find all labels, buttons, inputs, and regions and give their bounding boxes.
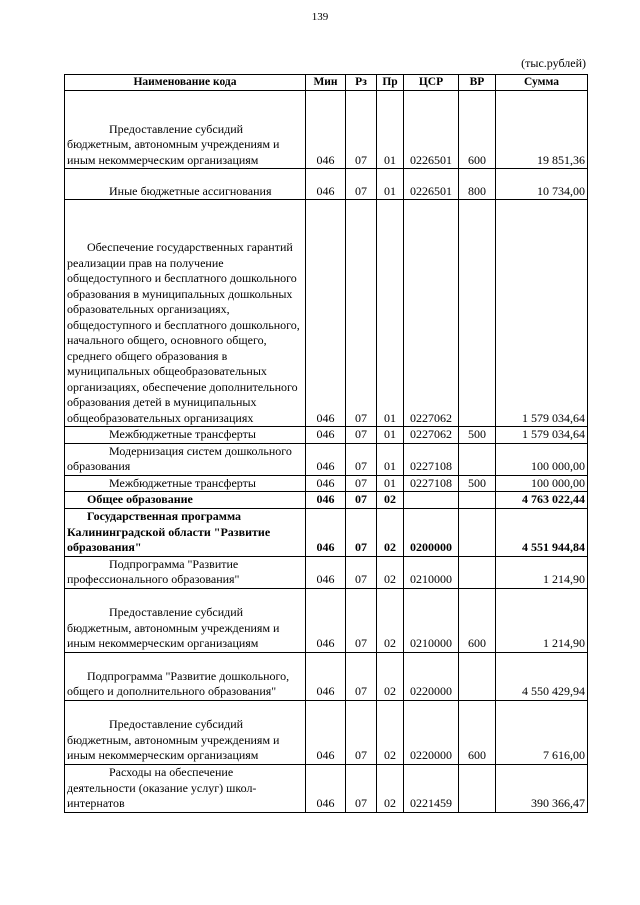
row-target-article-cell: 0210000 [404,588,459,652]
table-row [65,427,588,444]
row-name-cell [65,91,306,169]
row-target-article-cell: 0227108 [404,475,459,492]
row-ministry-cell: 046 [306,475,346,492]
units-note: (тыс.рублей) [521,56,586,70]
table-row [65,475,588,492]
row-amount-cell: 4 763 022,44 [496,492,588,509]
row-ministry-cell: 046 [306,508,346,556]
row-name-cell [65,443,306,475]
row-section-cell: 07 [346,91,377,169]
row-target-article-cell [404,492,459,509]
row-name-first-line: Расходы на обеспечение [109,765,234,779]
row-ministry-cell: 046 [306,169,346,200]
row-subsection-cell: 02 [377,764,404,812]
row-section-cell: 07 [346,475,377,492]
row-ministry-cell: 046 [306,700,346,764]
row-subsection-cell: 02 [377,652,404,700]
row-name-rest: Калининградской области "Развитие образования" [67,524,271,554]
row-name-rest: гарантий реализации прав на получение общедоступного и бесплатного дошкольного образования в муниципальных дошкольных образовательных организациях, общедоступного и бесплатного дошкольного, начального общего, основного общего, среднего общего образования в муниципальных общеобразовательных организациях, обеспечение дополнительного образования детей в муниципальных общеобразовательных организациях [67,240,300,425]
table-row [65,443,588,475]
row-amount-cell: 1 214,90 [496,588,588,652]
row-ministry-cell: 046 [306,588,346,652]
row-subsection-cell: 02 [377,508,404,556]
row-name-rest: дошкольного, общего и дополнительного образования" [67,668,290,698]
table-row [65,764,588,812]
row-expense-type-cell [459,508,496,556]
row-ministry-cell: 046 [306,443,346,475]
row-target-article-cell: 0226501 [404,169,459,200]
row-name-cell [65,427,306,444]
row-name-cell [65,588,306,652]
row-expense-type-cell: 500 [459,475,496,492]
row-name-first-line: Межбюджетные трансферты [109,475,256,490]
row-amount-cell: 100 000,00 [496,443,588,475]
row-amount-cell: 100 000,00 [496,475,588,492]
header-name: Наименование кода [65,75,306,91]
row-expense-type-cell: 600 [459,91,496,169]
row-name-first-line: Иные бюджетные ассигнования [109,183,272,198]
table-row [65,556,588,588]
row-section-cell: 07 [346,764,377,812]
row-name-cell [65,652,306,700]
row-target-article-cell: 0226501 [404,91,459,169]
row-name-rest: бюджетным, автономным учреждениям и иным некоммерческим организациям [67,732,280,762]
row-name-cell [65,700,306,764]
row-name-first-line: Межбюджетные трансферты [109,427,256,441]
row-name-cell [65,475,306,492]
row-amount-cell: 19 851,36 [496,91,588,169]
row-section-cell: 07 [346,443,377,475]
row-section-cell: 07 [346,508,377,556]
row-target-article-cell: 0227062 [404,427,459,444]
row-subsection-cell: 01 [377,427,404,444]
row-amount-cell: 4 551 944,84 [496,508,588,556]
row-target-article-cell: 0227108 [404,443,459,475]
row-name-first-line: Подпрограмма "Развитие [109,556,239,571]
row-name-first-line: Обеспечение государственных [87,240,244,254]
row-section-cell: 07 [346,652,377,700]
table-row [65,588,588,652]
row-target-article-cell: 0221459 [404,764,459,812]
row-section-cell: 07 [346,427,377,444]
row-ministry-cell: 046 [306,652,346,700]
row-name-first-line: Предоставление субсидий [109,121,244,136]
row-target-article-cell: 0200000 [404,508,459,556]
table-row [65,700,588,764]
row-amount-cell: 1 579 034,64 [496,427,588,444]
row-expense-type-cell [459,492,496,509]
row-name-cell [65,556,306,588]
row-section-cell: 07 [346,588,377,652]
row-section-cell: 07 [346,492,377,509]
row-expense-type-cell [459,443,496,475]
table-row [65,492,588,509]
header-pr: Пр [377,75,404,91]
row-target-article-cell: 0227062 [404,200,459,427]
row-ministry-cell: 046 [306,91,346,169]
row-name-cell [65,508,306,556]
budget-table [64,74,588,813]
row-subsection-cell: 02 [377,700,404,764]
table-row [65,91,588,169]
row-expense-type-cell [459,556,496,588]
row-name-rest: дошкольного образования [67,443,292,473]
row-name-first-line: Предоставление субсидий [109,605,244,619]
row-subsection-cell: 02 [377,492,404,509]
table-row [65,652,588,700]
row-name-cell [65,200,306,427]
row-name-first-line: Подпрограмма "Развитие [87,668,217,683]
row-ministry-cell: 046 [306,764,346,812]
row-name-rest: бюджетным, автономным учреждениям и иным некоммерческим организациям [67,620,280,650]
table-header-row [65,75,588,91]
row-ministry-cell: 046 [306,556,346,588]
row-expense-type-cell [459,652,496,700]
row-expense-type-cell [459,200,496,427]
row-name-first-line: Государственная программа [87,509,242,523]
header-sum: Сумма [496,75,588,91]
page-number: 139 [311,11,329,23]
header-csr: ЦСР [404,75,459,91]
row-target-article-cell: 0220000 [404,652,459,700]
row-name-first-line: Общее образование [87,492,193,506]
row-section-cell: 07 [346,700,377,764]
row-amount-cell: 4 550 429,94 [496,652,588,700]
row-expense-type-cell: 800 [459,169,496,200]
row-subsection-cell: 02 [377,588,404,652]
row-amount-cell: 1 214,90 [496,556,588,588]
row-amount-cell: 390 366,47 [496,764,588,812]
header-min: Мин [306,75,346,91]
row-name-first-line: Предоставление субсидий [109,717,244,731]
row-expense-type-cell: 600 [459,588,496,652]
table-row [65,508,588,556]
row-expense-type-cell: 600 [459,700,496,764]
row-name-rest: профессионального образования" [67,572,240,586]
header-vr: ВР [459,75,496,91]
row-subsection-cell: 01 [377,169,404,200]
row-amount-cell: 7 616,00 [496,700,588,764]
row-amount-cell: 1 579 034,64 [496,200,588,427]
row-section-cell: 07 [346,556,377,588]
table-row [65,169,588,200]
row-name-first-line: Модернизация систем [109,443,222,458]
row-subsection-cell: 01 [377,443,404,475]
row-name-cell [65,764,306,812]
row-name-rest: деятельности (оказание услуг) школ-интернатов [67,780,257,810]
row-name-cell [65,169,306,200]
row-amount-cell: 10 734,00 [496,169,588,200]
row-ministry-cell: 046 [306,427,346,444]
row-target-article-cell: 0220000 [404,700,459,764]
row-expense-type-cell [459,764,496,812]
row-ministry-cell: 046 [306,200,346,427]
row-expense-type-cell: 500 [459,427,496,444]
row-name-cell [65,492,306,509]
header-rz: Рз [346,75,377,91]
row-subsection-cell: 02 [377,556,404,588]
row-ministry-cell: 046 [306,492,346,509]
row-target-article-cell: 0210000 [404,556,459,588]
table-body [65,91,588,813]
row-name-rest: бюджетным, автономным учреждениям и иным некоммерческим организациям [67,137,280,167]
table-row [65,200,588,427]
row-section-cell: 07 [346,200,377,427]
row-subsection-cell: 01 [377,91,404,169]
row-subsection-cell: 01 [377,200,404,427]
row-subsection-cell: 01 [377,475,404,492]
row-section-cell: 07 [346,169,377,200]
